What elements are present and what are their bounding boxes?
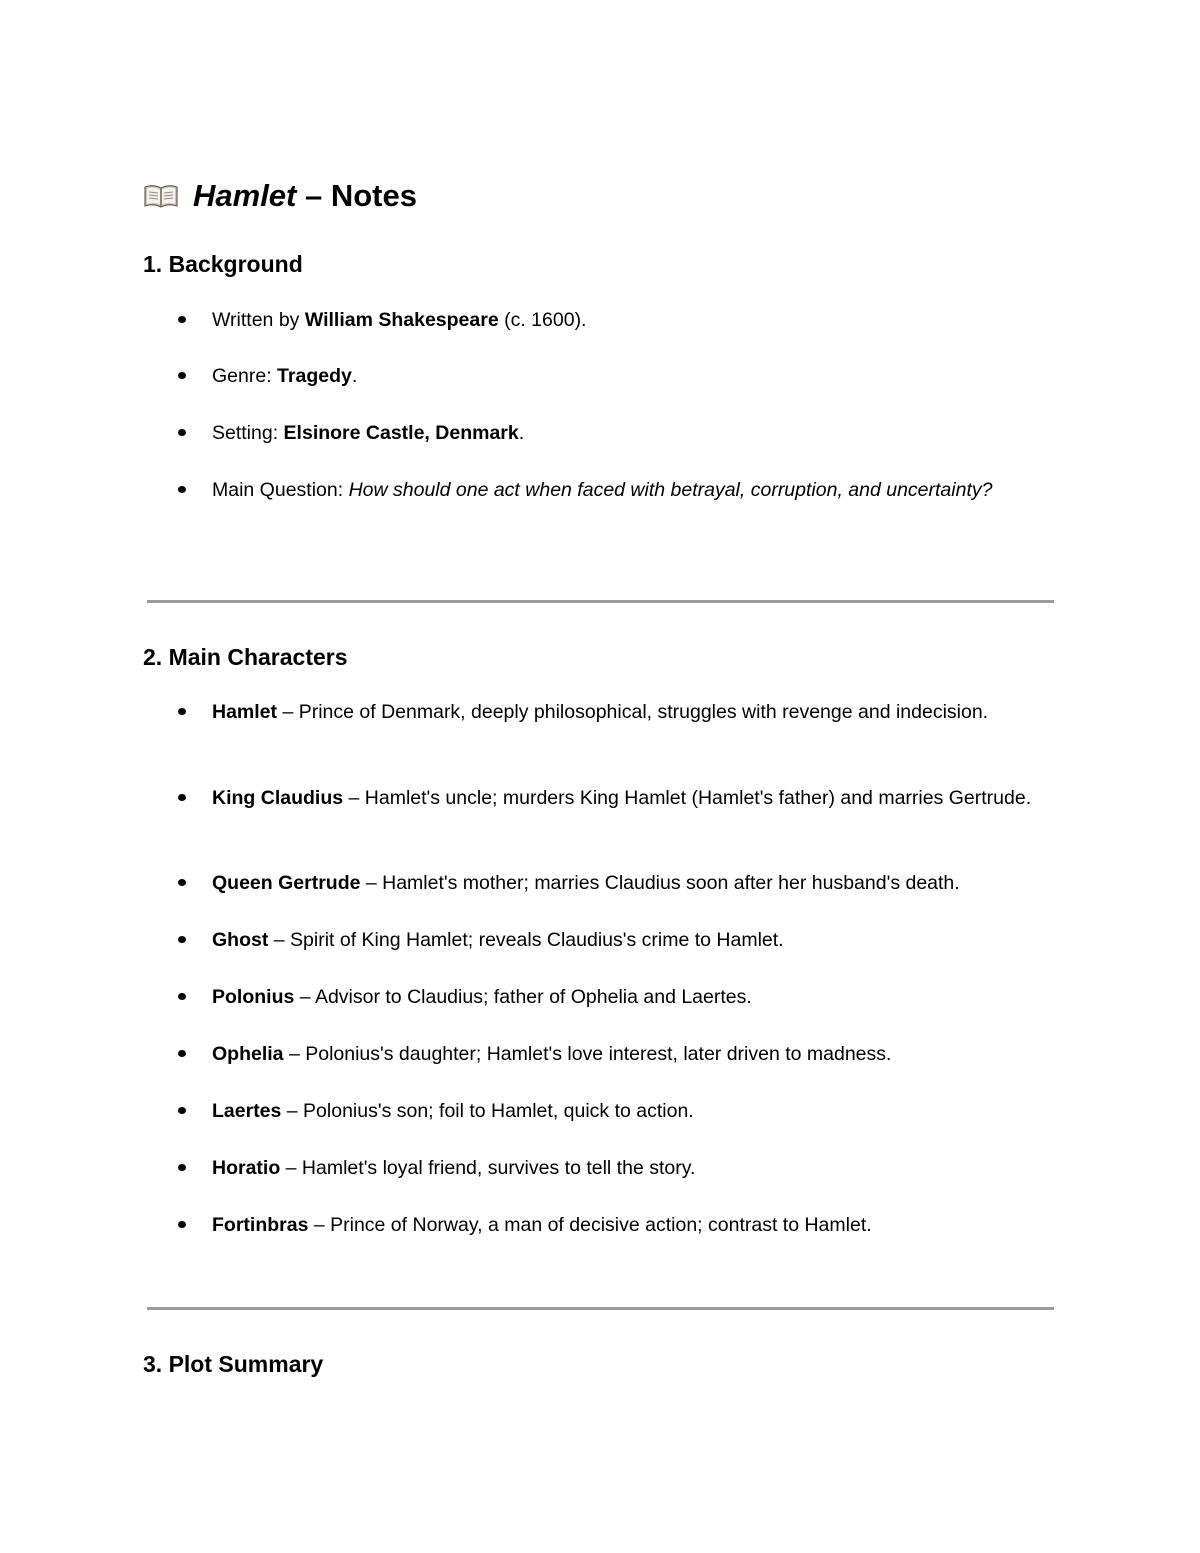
item-bold: Laertes	[212, 1100, 282, 1122]
list-item	[212, 983, 1052, 1011]
list-item	[212, 784, 1052, 812]
item-text: – Hamlet's uncle; murders King Hamlet (Hamlet's father) and marries Gertrude.	[343, 787, 1032, 809]
item-bold: Tragedy	[277, 365, 352, 387]
list-item	[212, 698, 1052, 726]
section-divider	[147, 600, 1054, 603]
item-text: – Polonius's son; foil to Hamlet, quick to action.	[281, 1100, 694, 1122]
section-heading-plot-summary: 3. Plot Summary	[143, 1351, 324, 1377]
item-bold: Hamlet	[212, 701, 278, 723]
list-item	[212, 1211, 1052, 1239]
item-bold: Horatio	[212, 1157, 281, 1179]
item-bold: Polonius	[212, 986, 295, 1008]
list-item	[212, 1040, 1052, 1068]
item-text: – Hamlet's loyal friend, survives to tell the story.	[280, 1157, 696, 1179]
list-item	[212, 306, 1052, 334]
list-item	[212, 926, 1052, 954]
list-item	[212, 1097, 1052, 1125]
open-book-icon	[143, 183, 179, 209]
item-bold: William Shakespeare	[304, 309, 499, 331]
item-bold: King Claudius	[212, 787, 344, 809]
item-bold: Queen Gertrude	[212, 872, 361, 894]
list-item	[212, 419, 1052, 447]
item-italic: How should one act when faced with betrayal, corruption, and uncertainty?	[348, 479, 993, 501]
item-text: – Spirit of King Hamlet; reveals Claudius's crime to Hamlet.	[268, 929, 784, 951]
list-item	[212, 476, 1052, 504]
item-text: Genre:	[212, 365, 278, 387]
item-text: Written by	[212, 309, 305, 331]
item-text: – Hamlet's mother; marries Claudius soon after her husband's death.	[360, 872, 960, 894]
list-item	[212, 362, 1052, 390]
list-item	[212, 1154, 1052, 1182]
list-item	[212, 869, 1052, 897]
title-rest: – Notes	[296, 178, 417, 213]
item-text: (c. 1600).	[498, 309, 587, 331]
item-text: – Prince of Denmark, deeply philosophical, struggles with revenge and indecision.	[277, 701, 989, 723]
item-bold: Ghost	[212, 929, 269, 951]
section-heading-background: 1. Background	[143, 251, 303, 277]
section-heading-main-characters: 2. Main Characters	[143, 644, 348, 670]
item-bold: Fortinbras	[212, 1214, 309, 1236]
section-divider	[147, 1307, 1054, 1310]
item-text: – Polonius's daughter; Hamlet's love interest, later driven to madness.	[283, 1043, 892, 1065]
item-text: Main Question:	[212, 479, 349, 501]
page-title	[143, 174, 417, 218]
item-text: .	[518, 422, 525, 444]
item-text: – Prince of Norway, a man of decisive action; contrast to Hamlet.	[308, 1214, 872, 1236]
item-text: – Advisor to Claudius; father of Ophelia and Laertes.	[294, 986, 752, 1008]
item-bold: Ophelia	[212, 1043, 284, 1065]
item-bold: Elsinore Castle, Denmark	[283, 422, 519, 444]
title-italic: Hamlet	[193, 178, 297, 213]
item-text: .	[351, 365, 358, 387]
item-text: Setting:	[212, 422, 284, 444]
